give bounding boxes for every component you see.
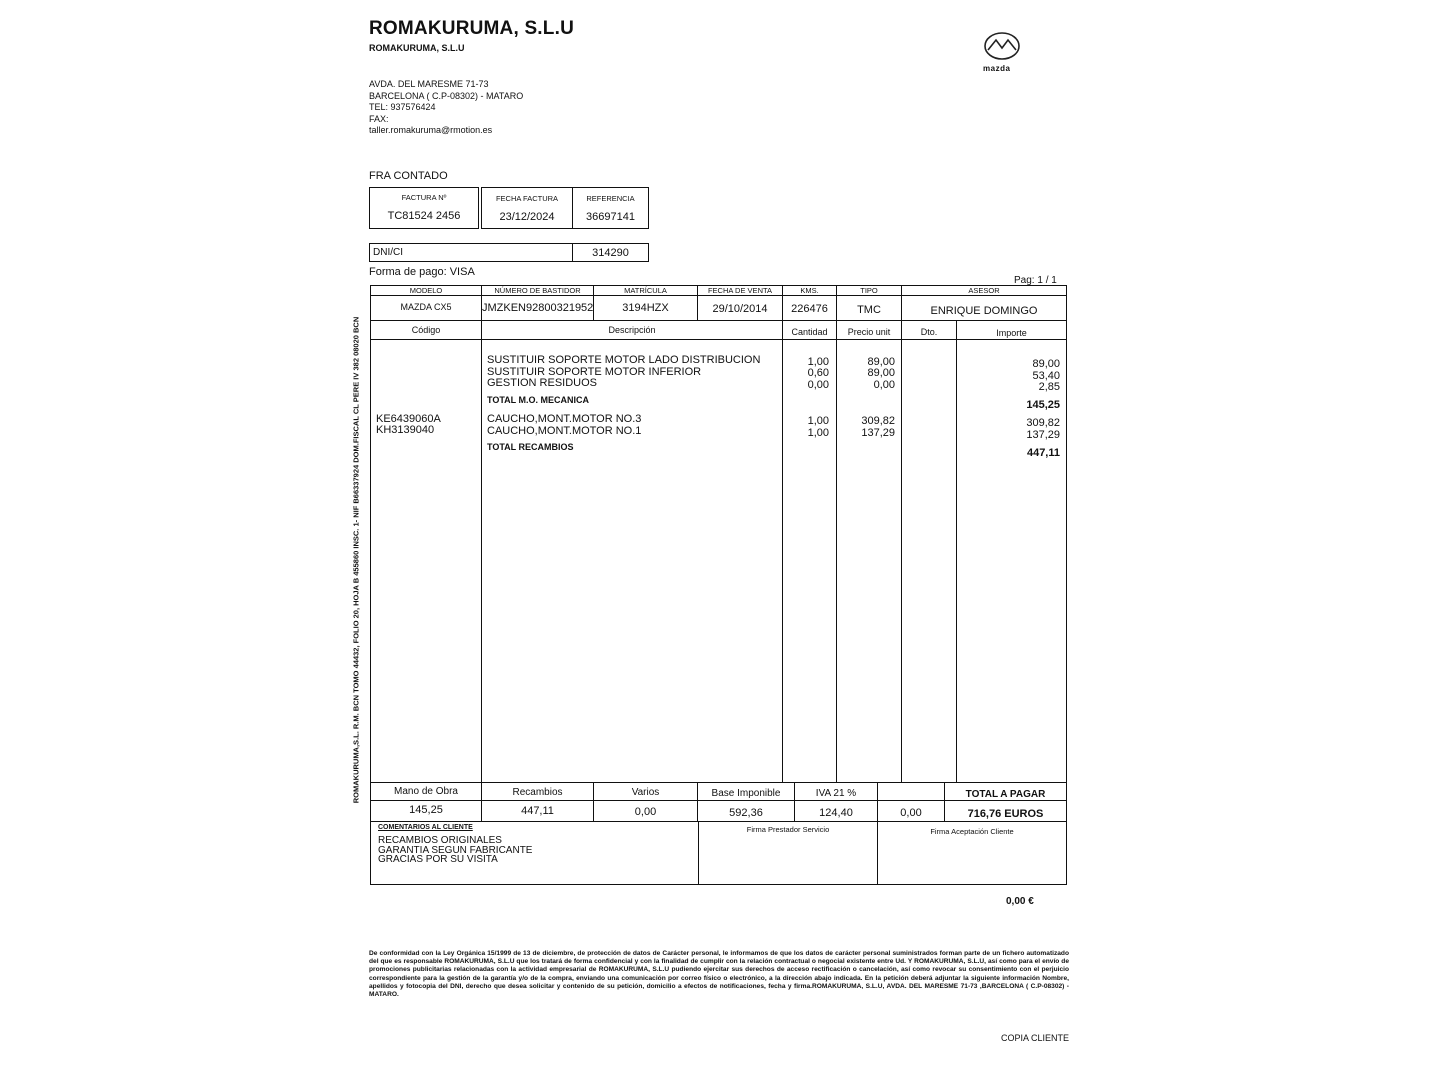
header-text: MATRÍCULA	[624, 286, 667, 295]
lines-header-importe	[956, 320, 1067, 340]
cell-text: 716,76 EUROS	[967, 808, 1044, 820]
comments-label: COMENTARIOS AL CLIENTE	[378, 824, 473, 831]
part-code: KH3139040	[376, 424, 435, 436]
header-text: Recambios	[512, 787, 563, 798]
cell-text: MAZDA CX5	[400, 302, 452, 312]
lines-col-cantidad	[782, 339, 837, 783]
labor-price: 0,00	[873, 379, 895, 391]
totals-iva	[794, 800, 878, 822]
lines-col-codigo	[370, 339, 482, 783]
header-text: Cantidad	[791, 327, 828, 337]
referencia-value: 36697141	[586, 211, 635, 223]
part-price: 137,29	[861, 427, 895, 439]
totals-header-base	[697, 782, 795, 801]
labor-desc: GESTION RESIDUOS	[487, 377, 598, 389]
copy-label: COPIA CLIENTE	[1001, 1033, 1070, 1043]
address-line: BARCELONA ( C.P-08302) - MATARO	[369, 90, 524, 101]
fecha-label: FECHA FACTURA	[495, 194, 559, 203]
header-text: Precio unit	[847, 327, 891, 337]
header-text: KMS.	[800, 286, 819, 295]
totals-header-iva	[794, 782, 878, 801]
header-text: TIPO	[860, 286, 878, 295]
factura-label: FACTURA Nº	[401, 193, 447, 202]
vehicle-modelo	[370, 295, 482, 321]
labor-qty: 1,00	[807, 356, 829, 368]
payment-method: Forma de pago: VISA	[369, 266, 475, 278]
lines-col-precio	[836, 339, 902, 783]
factura-value: TC81524 2456	[387, 210, 461, 222]
lines-col-descripcion	[481, 339, 783, 783]
balance-amount: 0,00 €	[1006, 896, 1034, 907]
cell-text: 145,25	[409, 804, 443, 816]
header-text: MODELO	[409, 286, 443, 295]
signature-client-label: Firma Aceptación Cliente	[930, 827, 1014, 836]
header-text: TOTAL A PAGAR	[965, 789, 1046, 800]
part-amount: 137,29	[1026, 429, 1060, 441]
labor-price: 89,00	[867, 356, 895, 368]
totals-base	[697, 800, 795, 822]
cell-text: 0,00	[634, 806, 657, 818]
signature-provider-label: Firma Prestador Servicio	[746, 825, 830, 834]
labor-desc: SUSTITUIR SOPORTE MOTOR INFERIOR	[487, 366, 702, 378]
totals-varios	[593, 800, 698, 822]
part-desc: CAUCHO,MONT.MOTOR NO.3	[487, 413, 642, 425]
comments-box	[370, 821, 699, 885]
comment-line: GRACIAS POR SU VISITA	[378, 854, 498, 865]
part-amount: 309,82	[1026, 417, 1060, 429]
part-code: KE6439060A	[376, 413, 441, 425]
comment-line: RECAMBIOS ORIGINALES	[378, 835, 502, 846]
labor-total-label: TOTAL M.O. MECANICA	[487, 395, 589, 405]
totals-header-total	[944, 782, 1067, 801]
cell-text: TMC	[857, 304, 881, 316]
referencia-cell	[572, 187, 649, 229]
totals-total	[944, 800, 1067, 822]
dni-label: DNI/CI	[373, 247, 403, 258]
vehicle-fecha	[697, 295, 783, 321]
company-name: ROMAKURUMA, S.L.U	[369, 18, 574, 39]
cell-text: ENRIQUE DOMINGO	[930, 305, 1038, 317]
address-line: AVDA. DEL MARESME 71-73	[369, 79, 489, 89]
invoice-type: FRA CONTADO	[369, 170, 448, 182]
cell-text: 592,36	[729, 807, 763, 819]
lines-header-cantidad	[782, 320, 837, 340]
header-text: IVA 21 %	[815, 788, 857, 799]
fecha-value: 23/12/2024	[499, 211, 555, 223]
dni-value: 314290	[592, 247, 629, 259]
parts-total-label: TOTAL RECAMBIOS	[487, 442, 574, 452]
labor-price: 89,00	[867, 367, 895, 379]
header-text: FECHA DE VENTA	[707, 286, 773, 295]
signature-provider-box	[698, 821, 878, 885]
totals-extra	[877, 800, 945, 822]
vehicle-kms	[782, 295, 837, 321]
cell-text: 124,40	[819, 807, 853, 819]
header-text: Dto.	[920, 327, 938, 337]
logo-text: mazda	[983, 64, 1011, 73]
cell-text: JMZKEN92800321952	[482, 302, 594, 314]
labor-qty: 0,60	[807, 367, 829, 379]
part-qty: 1,00	[807, 427, 829, 439]
labor-amount: 2,85	[1038, 381, 1060, 393]
labor-amount: 89,00	[1032, 358, 1060, 370]
vehicle-asesor	[901, 295, 1067, 321]
header-text: NÚMERO DE BASTIDOR	[494, 286, 581, 295]
lines-col-dto	[901, 339, 957, 783]
totals-header-extra	[877, 782, 945, 801]
labor-desc: SUSTITUIR SOPORTE MOTOR LADO DISTRIBUCION	[487, 354, 761, 366]
header-text: Descripción	[608, 325, 656, 335]
dni-label-cell	[369, 243, 573, 262]
address-line: TEL: 937576424	[369, 102, 436, 112]
cell-text: 447,11	[521, 805, 554, 817]
labor-total: 145,25	[1026, 399, 1060, 411]
fecha-cell	[481, 187, 573, 229]
address-line: FAX:	[369, 113, 389, 124]
lines-header-codigo	[370, 320, 482, 340]
totals-header-mano-obra	[370, 782, 482, 801]
registry-side-text: ROMAKURUMA,S.L. R.M. BCN TOMO 44432, FOLIO 20, HOJA B 455860 INSC. 1- NIF B66337924 DOM.FISCAL CL PERE IV 382 08020 BCN	[351, 316, 361, 804]
legal-notice: De conformidad con la Ley Orgánica 15/1999 de 13 de diciembre, de protección de datos de Carácter personal, le informamos de que los datos de carácter personal suministrados forman parte de un fichero automatizado del que es responsable ROMAKURUMA, S.L.U que los tratará de forma confidencial y con la finalidad de cumplir con la relación contractual o negocial existente entre Ud. Y ROMAKURUMA, S.L.U, así como para el envío de promociones publicitarias relacionadas con la actividad empresarial de ROMAKURUMA, S.L.U pudiendo ejercitar sus derechos de acceso rectificación o cancelación, así como revocar su consentimiento con el perjuicio correspondiente para la gestión de la garantía y/o de la compra, enviando una comunicación por correo físico o electrónico, a la dirección abajo indicada. En la petición deberá adjuntar la siguiente información Nombre, apellidos y fotocopia del DNI, derecho que desea solicitar y contenido de su petición, domicilio a efectos de notificaciones, fecha y firma.ROMAKURUMA, S.L.U, AVDA. DEL MARESME 71-73 ,BARCELONA ( C.P-08302) - MATARO.	[369, 950, 1069, 999]
header-text: Código	[411, 325, 441, 335]
part-price: 309,82	[861, 415, 895, 427]
cell-text: 3194HZX	[622, 302, 669, 314]
totals-header-varios	[593, 782, 698, 801]
comment-line: GARANTIA SEGUN FABRICANTE	[378, 844, 533, 856]
part-qty: 1,00	[807, 415, 829, 427]
header-text: Mano de Obra	[394, 786, 458, 797]
vehicle-matricula	[593, 295, 698, 321]
address-line: taller.romakuruma@rmotion.es	[369, 125, 493, 135]
vehicle-bastidor	[481, 295, 594, 321]
parts-total: 447,11	[1026, 447, 1060, 459]
company-address	[369, 79, 523, 137]
labor-amount: 53,40	[1032, 370, 1060, 382]
page-number: Pag: 1 / 1	[1014, 275, 1057, 286]
lines-header-descripcion	[481, 320, 783, 340]
comments-lines	[371, 831, 698, 865]
part-desc: CAUCHO,MONT.MOTOR NO.1	[487, 425, 642, 437]
header-text: Varios	[631, 787, 660, 798]
cell-text: 226476	[791, 303, 828, 315]
cell-text: 0,00	[900, 807, 922, 819]
totals-recambios	[481, 800, 594, 822]
totals-header-recambios	[481, 782, 594, 801]
signature-client-box	[877, 821, 1067, 885]
labor-qty: 0,00	[807, 379, 829, 391]
cell-text: 29/10/2014	[712, 303, 768, 315]
totals-mano-obra	[370, 800, 482, 822]
company-subname: ROMAKURUMA, S.L.U	[369, 43, 465, 53]
lines-header-dto	[901, 320, 957, 340]
dni-value-cell	[572, 243, 649, 262]
referencia-label: REFERENCIA	[586, 194, 635, 203]
factura-cell	[369, 187, 479, 229]
vehicle-tipo	[836, 295, 902, 321]
lines-header-precio	[836, 320, 902, 340]
header-text: Base Imponible	[711, 788, 781, 799]
header-text: Importe	[996, 328, 1027, 338]
header-text: ASESOR	[968, 286, 1000, 295]
